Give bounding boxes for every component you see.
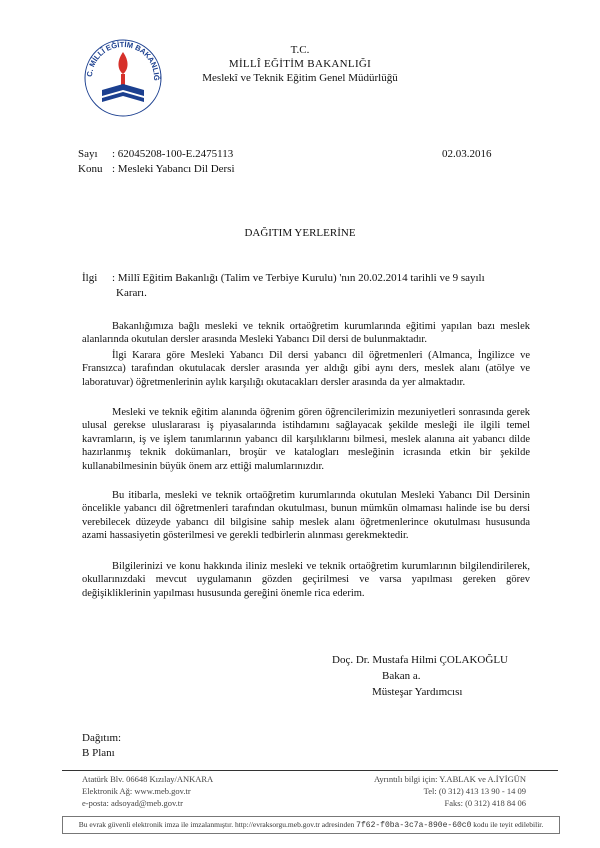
body-paragraph-1: Bakanlığımıza bağlı mesleki ve teknik ortaöğretim kurumlarında eğitimi yapılan bazı meslek alanlarında okutulan dersler arasında Mesleki Yabancı Dil dersi de bulunmaktadır.: [82, 321, 530, 346]
footer-email: e-posta: adsoyad@meb.gov.tr: [82, 798, 183, 808]
footer-contact: Ayrıntılı bilgi için: Y.ABLAK ve A.İYİGÜN: [374, 774, 526, 784]
header-tc: T.C.: [290, 44, 310, 56]
signatory-name: Doç. Dr. Mustafa Hilmi ÇOLAKOĞLU: [332, 654, 508, 666]
body-paragraph-4: Bu itibarla, mesleki ve teknik ortaöğretim kurumlarında okutulan Mesleki Yabancı Dil Dersinin öncelikle yabancı dil öğretmenleri tarafından okutulması, bunun mümkün olmaması halinde ise bu dersi verebilecek düzeyde yabancı dil bilgisine sahip meslek alanı öğretmenlerince okutulması hususunda azami hassasiyetin gösterilmesi ve gerekli tedbirlerin alınması gerekmektedir.: [82, 490, 530, 542]
verification-strip: [62, 816, 560, 834]
footer-tel: Tel: (0 312) 413 13 90 - 14 09: [423, 786, 526, 796]
ilgi-label: İlgi: [82, 272, 98, 284]
verification-prefix: Bu evrak güvenli elektronik imza ile imzalanmıştır. http://evraksorgu.meb.gov.tr adresinden: [78, 820, 355, 829]
footer-divider: [62, 770, 558, 771]
konu-label: Konu: [78, 163, 103, 175]
signatory-title-2: Müsteşar Yardımcısı: [372, 686, 463, 698]
distribution-title: DAĞITIM YERLERİNE: [244, 227, 356, 239]
ilgi-text-1: : Millî Eğitim Bakanlığı (Talim ve Terbiye Kurulu) 'nın 20.02.2014 tarihli ve 9 sayılı: [112, 272, 485, 284]
verification-code: 7f62-f0ba-3c7a-890e-60c0: [356, 821, 472, 830]
footer-fax: Faks: (0 312) 418 84 06: [444, 798, 526, 808]
sayi-label: Sayı: [78, 148, 98, 160]
body-paragraph-2: İlgi Karara göre Mesleki Yabancı Dil dersi yabancı dil öğretmenleri (Almanca, İngilizce ve Fransızca) tarafından okutulacak dersler arasında yer aldığı gibi aynı ders, meslek alanı (atölye ve laboratuvar) öğretmenlerinin aylık karşılığı okutacakları dersler arasında da yer almaktadır.: [82, 350, 530, 388]
body-paragraph-5: Bilgilerinizi ve konu hakkında iliniz mesleki ve teknik ortaöğretim kurumlarının bilgilendirilerek, okullarınızdaki mevcut uygulamanın gözden geçirilmesi ve varsa yapılması gereken görev değişikliklerinin yapılması hususunda gereğini önemle rica ederim.: [82, 561, 530, 599]
footer-web: Elektronik Ağ: www.meb.gov.tr: [82, 786, 191, 796]
document-date: 02.03.2016: [442, 148, 492, 160]
ilgi-text-2: Kararı.: [116, 287, 147, 299]
body-paragraph-3: Mesleki ve teknik eğitim alanında öğrenim gören öğrencilerimizin mezuniyetleri sonrasında gerek ulusal gerekse uluslararası iş piyasalarında istihdamını sağlayacak şekilde mesleği ile ilgili temel kavramların, iş ve işlem tanımlarının yabancı dil karşılıklarını bilmesi, meslek alanına ait yabancı dilde hazırlanmış teknik dokümanları, broşür ve katalogları mesleğinin icrasında etkin bir şekilde kullanabilmesinin büyük önem arz ettiği malumlarınızdır.: [82, 407, 530, 472]
signatory-title-1: Bakan a.: [382, 670, 421, 682]
distribution-label: Dağıtım:: [82, 732, 122, 744]
sayi-value: : 62045208-100-E.2475113: [112, 148, 234, 160]
footer-address: Atatürk Blv. 06648 Kızılay/ANKARA: [82, 774, 214, 784]
header-ministry: MİLLÎ EĞİTİM BAKANLIĞI: [228, 58, 372, 70]
svg-text:T.C. MİLLÎ EĞİTİM BAKANLIĞI: C. MİLLÎ EĞİTİM BAKANLIĞ: [84, 39, 162, 81]
distribution-value: B Planı: [82, 747, 115, 759]
konu-value: : Mesleki Yabancı Dil Dersi: [112, 163, 235, 175]
verification-suffix: kodu ile teyit edilebilir.: [473, 820, 544, 829]
header-directorate: Meslekî ve Teknik Eğitim Genel Müdürlüğü: [202, 72, 398, 84]
